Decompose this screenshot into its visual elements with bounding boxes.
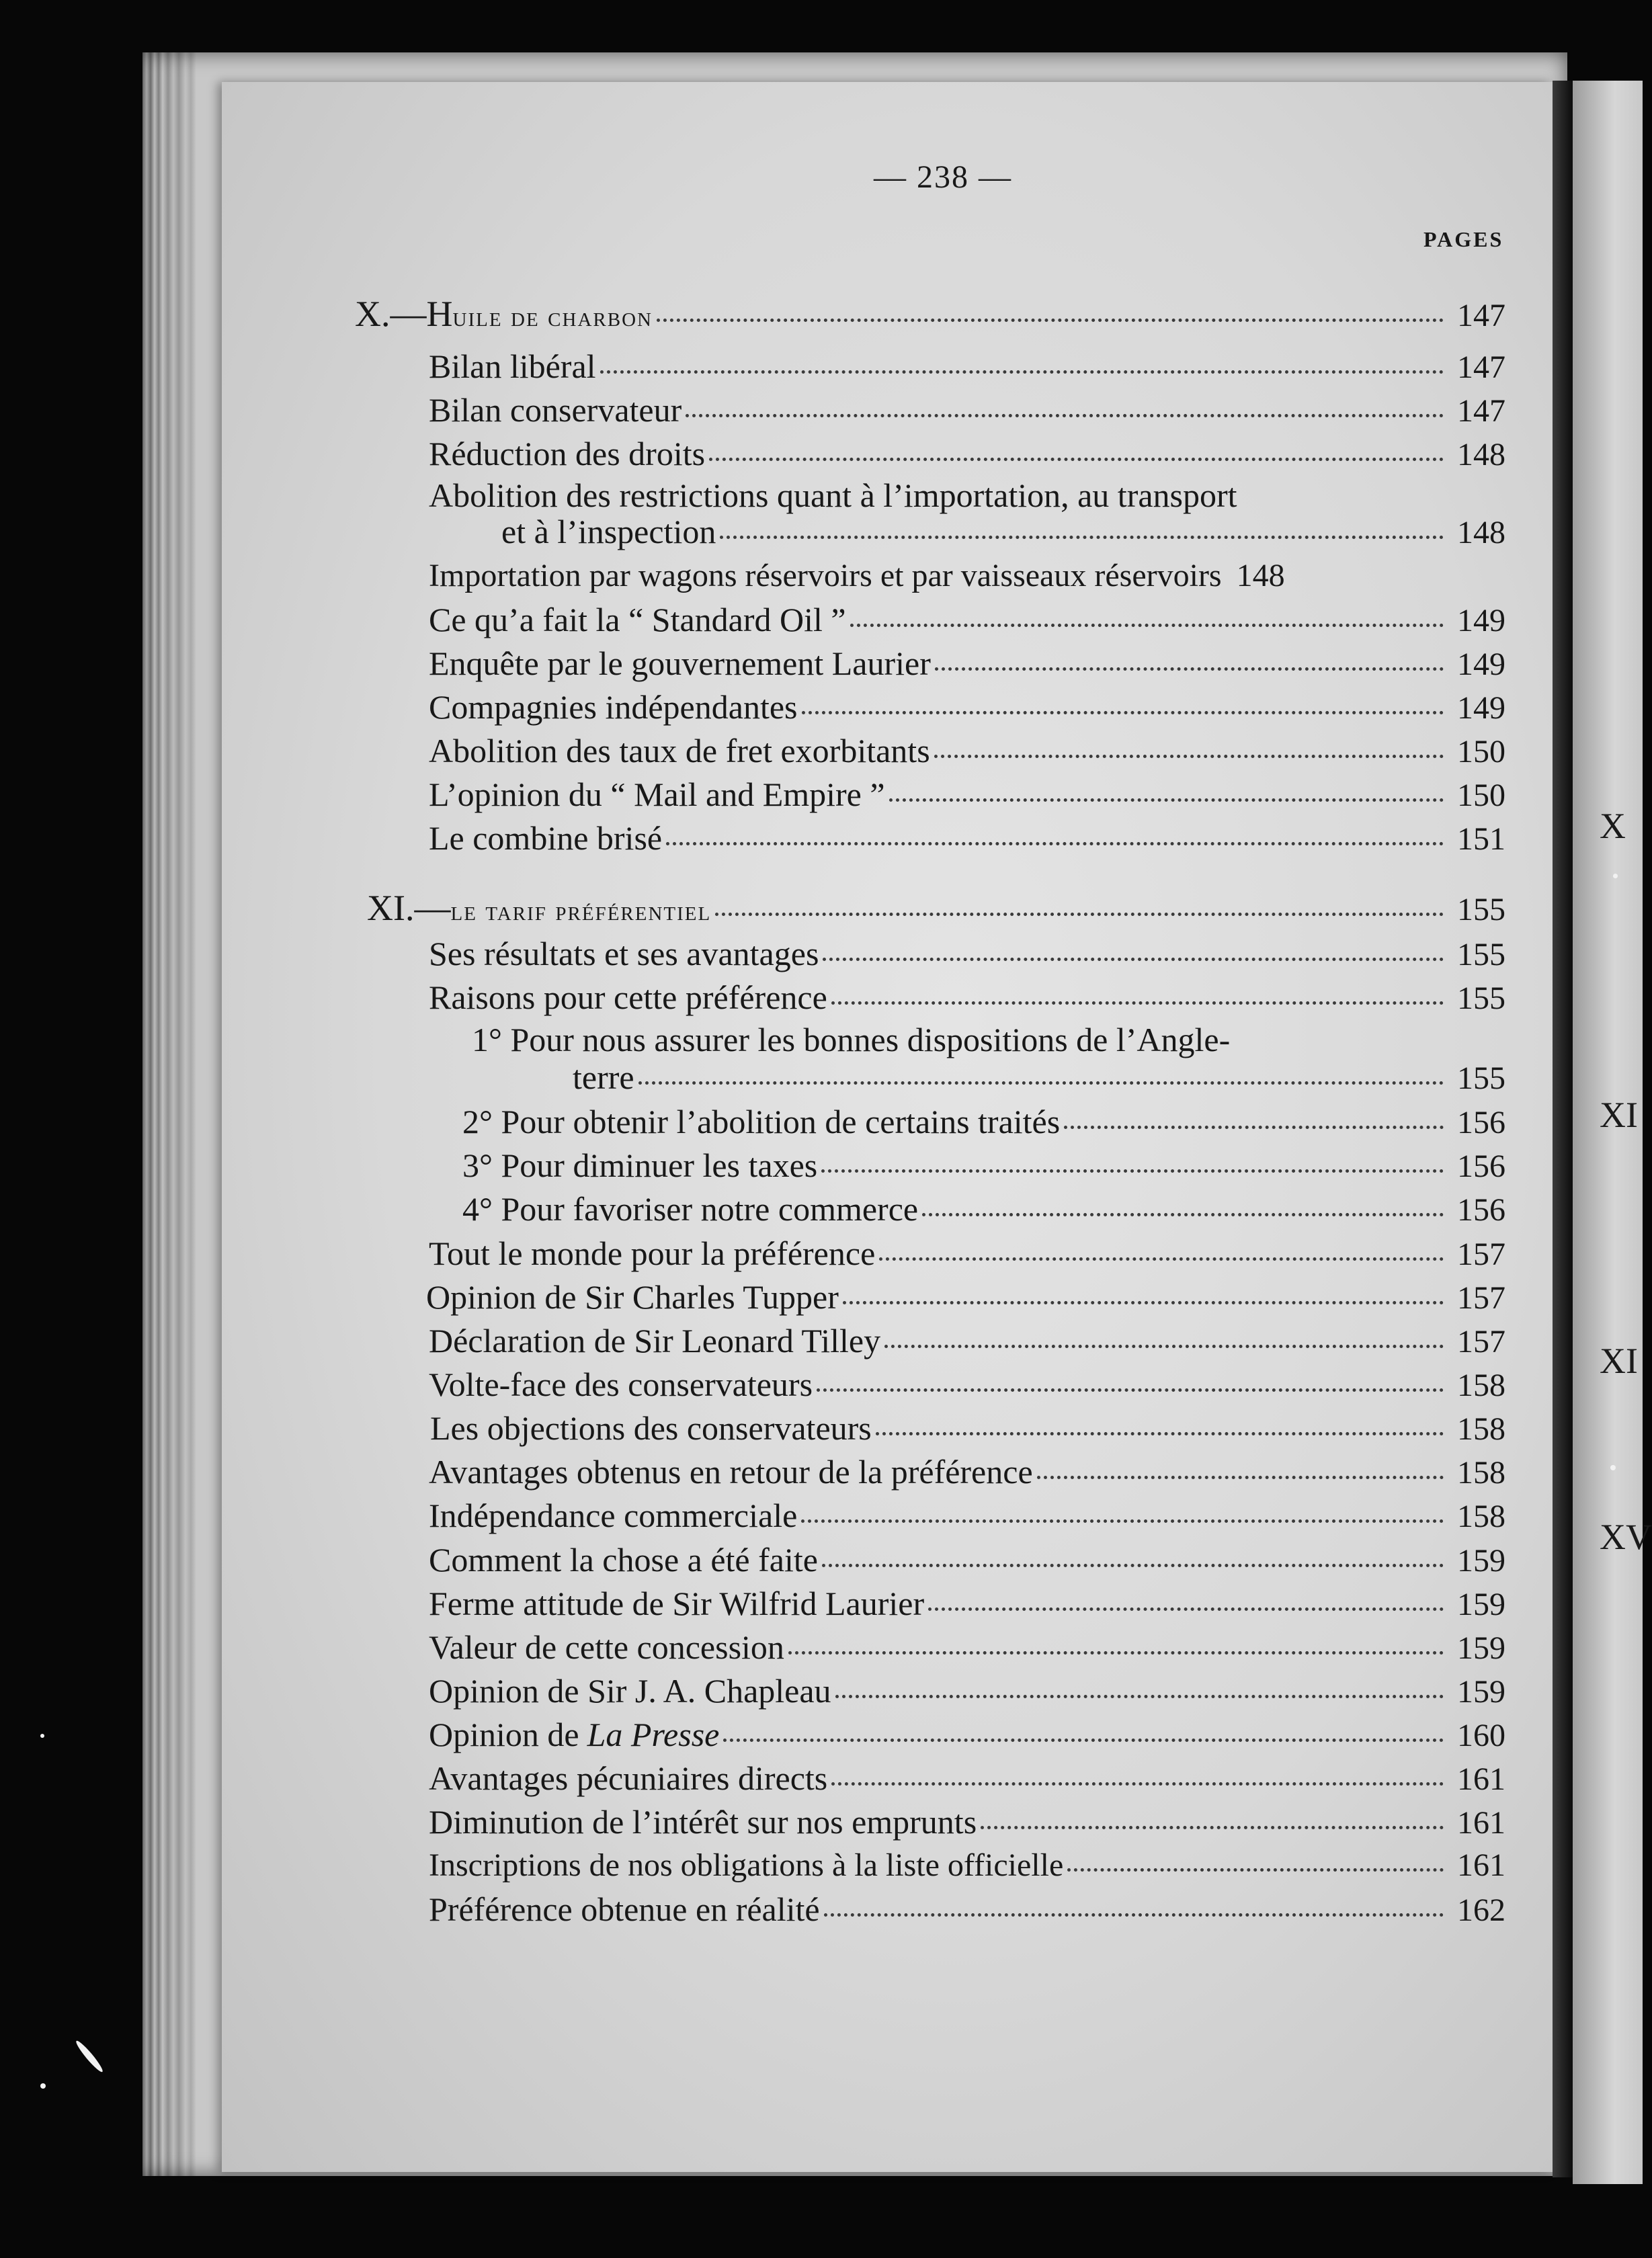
leader-dots [720,536,1444,539]
list-item [429,1802,1505,1843]
entry-text: Ferme attitude de Sir Wilfrid Laurier [429,1585,925,1622]
leader-dots [801,1519,1444,1523]
page-ref: 161 [1457,1761,1505,1797]
leader-dots [1067,1868,1444,1872]
leader-dots [1064,1126,1444,1129]
list-item [430,1409,1505,1449]
list-item [429,390,1505,431]
list-item [429,556,1505,595]
entry-text: Réduction des droits [429,435,706,472]
entry-text: 2° Pour obtenir l’abolition de certains traités [462,1103,1061,1140]
leader-dots [922,1213,1444,1216]
leader-dots [935,667,1444,671]
leader-dots [831,1001,1444,1005]
page-ref: 156 [1457,1105,1505,1140]
page-ref: 162 [1457,1892,1505,1928]
leader-dots [835,1695,1444,1698]
page-ref: 161 [1457,1847,1505,1883]
section-title: uile de charbon [452,302,653,333]
scan-artifact [40,1734,44,1738]
leader-dots [822,1564,1444,1567]
leader-dots [823,958,1444,961]
list-item [429,1846,1505,1885]
section-numeral: X.— [355,294,427,334]
facing-page-fragment: XI [1600,1341,1638,1381]
page-number: — 238 — [874,159,1012,195]
page-ref: 150 [1457,778,1505,813]
page-ref: 149 [1457,603,1505,638]
page-ref: 155 [1457,937,1505,972]
list-item [429,644,1505,684]
entry-text: Les objections des conservateurs [430,1409,872,1447]
section-numeral: XI.— [367,888,451,928]
page-ref: 159 [1457,1630,1505,1666]
list-item [429,775,1505,815]
page-ref: 148 [1236,558,1285,593]
leader-dots [850,624,1444,627]
leader-dots [824,1913,1444,1917]
page-ref: 150 [1457,734,1505,769]
list-item [429,1628,1505,1668]
entry-text: Diminution de l’intérêt sur nos emprunts [429,1803,977,1841]
list-item [429,1540,1505,1581]
list-item [429,434,1505,474]
list-item [429,1496,1505,1536]
page-ref: 151 [1457,821,1505,857]
entry-text-italic: La Presse [587,1716,720,1753]
leader-dots [657,319,1444,322]
entry-text: Comment la chose a été faite [429,1541,818,1579]
list-item [426,1278,1505,1318]
list-item [573,1058,1505,1098]
list-item [429,1759,1505,1799]
entry-text: L’opinion du “ Mail and Empire ” [429,776,885,813]
entry-text: Tout le monde pour la préférence [429,1235,876,1272]
leader-dots [817,1388,1444,1392]
page-ref: 155 [1457,980,1505,1016]
leader-dots [831,1782,1444,1786]
leader-dots [666,842,1444,845]
page-ref: 158 [1457,1455,1505,1491]
leader-dots [638,1081,1444,1085]
leader-dots [821,1169,1444,1173]
entry-text: Bilan libéral [429,347,596,385]
entry-text: Volte-face des conservateurs [429,1366,813,1403]
page-ref: 158 [1457,1499,1505,1534]
scan-artifact [1610,1465,1616,1470]
list-item [429,1584,1505,1624]
page-ref: 159 [1457,1674,1505,1710]
list-item [429,819,1505,859]
page-ref: 157 [1457,1237,1505,1272]
entry-text: Ce qu’a fait la “ Standard Oil ” [429,601,846,638]
page-ref: 158 [1457,1368,1505,1403]
leader-dots [686,414,1444,417]
section-heading-x [355,294,1505,337]
entry-text: Abolition des taux de fret exorbitants [429,732,930,769]
page-ref: 148 [1457,515,1505,550]
list-item [429,934,1505,974]
list-item [462,1146,1505,1186]
page-ref: 157 [1457,1324,1505,1360]
leader-dots [788,1651,1444,1655]
entry-text: Compagnies indépendantes [429,688,798,726]
list-item [429,1365,1505,1405]
leader-dots [876,1432,1444,1435]
scan-artifact [1613,874,1618,878]
leader-dots [1037,1476,1444,1479]
entry-text: Importation par wagons réservoirs et par vaisseaux réservoirs [429,558,1222,593]
page-ref: 147 [1457,349,1505,385]
page-ref: 155 [1457,1060,1505,1096]
entry-text: Opinion de Sir J. A. Chapleau [429,1672,831,1710]
page-ref: 156 [1457,1192,1505,1228]
list-item [501,512,1505,552]
entry-text-continued: et à l’inspection [501,513,716,550]
page-ref: 155 [1457,892,1505,927]
list-item [462,1102,1505,1142]
page-ref: 157 [1457,1280,1505,1316]
facing-page-fragment: XI [1600,1095,1638,1135]
entry-text: Préférence obtenue en réalité [429,1890,820,1928]
entry-text: Ses résultats et ses avantages [429,935,819,972]
list-item [429,600,1505,640]
leader-dots [843,1301,1444,1304]
page-ref: 148 [1457,437,1505,472]
leader-dots [889,798,1444,802]
entry-text: Enquête par le gouvernement Laurier [429,644,931,682]
entry-text: Opinion de [429,1716,579,1753]
list-item [429,731,1505,771]
entry-text-continued: terre [573,1058,634,1096]
entry-text: 1° Pour nous assurer les bonnes dispositions de l’Angle- [472,1021,1231,1058]
pages-column-label: PAGES [1423,227,1504,251]
facing-page-fragment: X [1600,806,1626,846]
page-ref: 160 [1457,1718,1505,1753]
section-title: le tarif préférentiel [450,896,712,927]
leader-dots [884,1345,1444,1348]
list-item [429,687,1505,728]
page-ref: 147 [1457,393,1505,429]
page-ref: 149 [1457,646,1505,682]
list-item [462,1189,1505,1230]
entry-text: Opinion de Sir Charles Tupper [426,1278,839,1316]
list-item [429,978,1505,1018]
page-ref: 149 [1457,690,1505,726]
leader-dots [928,1607,1444,1611]
scan-artifact [40,2083,46,2089]
leader-dots [879,1257,1444,1261]
page-ref: 147 [1457,298,1505,333]
list-item [429,1671,1505,1712]
page-ref: 159 [1457,1543,1505,1579]
leader-dots [802,711,1444,714]
entry-text: Inscriptions de nos obligations à la liste officielle [429,1847,1064,1883]
entry-text: Le combine brisé [429,819,663,857]
page-ref: 156 [1457,1148,1505,1184]
entry-text: Indépendance commerciale [429,1497,798,1534]
list-item [429,1715,1505,1755]
entry-text: Avantages obtenus en retour de la préférence [429,1453,1033,1491]
entry-text: Raisons pour cette préférence [429,978,827,1016]
list-item [429,1890,1505,1930]
page-ref: 158 [1457,1411,1505,1447]
list-item [429,1452,1505,1493]
entry-text: Avantages pécuniaires directs [429,1759,828,1797]
leader-dots [981,1826,1444,1829]
entry-text: Bilan conservateur [429,391,682,429]
list-item [429,1321,1505,1362]
entry-text: Abolition des restrictions quant à l’importation, au transport [429,476,1237,514]
page-ref: 161 [1457,1805,1505,1841]
facing-page-fragment: XV [1600,1517,1652,1557]
leader-dots [600,370,1444,374]
leader-dots [715,913,1444,916]
entry-text: Valeur de cette concession [429,1628,784,1666]
leader-dots [709,458,1444,461]
list-item [429,347,1505,387]
leader-dots [723,1739,1444,1742]
section-title-initial: H [426,294,453,334]
section-heading-xi [367,888,1505,931]
entry-text: 3° Pour diminuer les taxes [462,1146,818,1184]
leader-dots [934,755,1444,758]
entry-text: Déclaration de Sir Leonard Tilley [429,1322,881,1360]
entry-text: 4° Pour favoriser notre commerce [462,1190,919,1228]
page-ref: 159 [1457,1587,1505,1622]
list-item [429,1234,1505,1274]
